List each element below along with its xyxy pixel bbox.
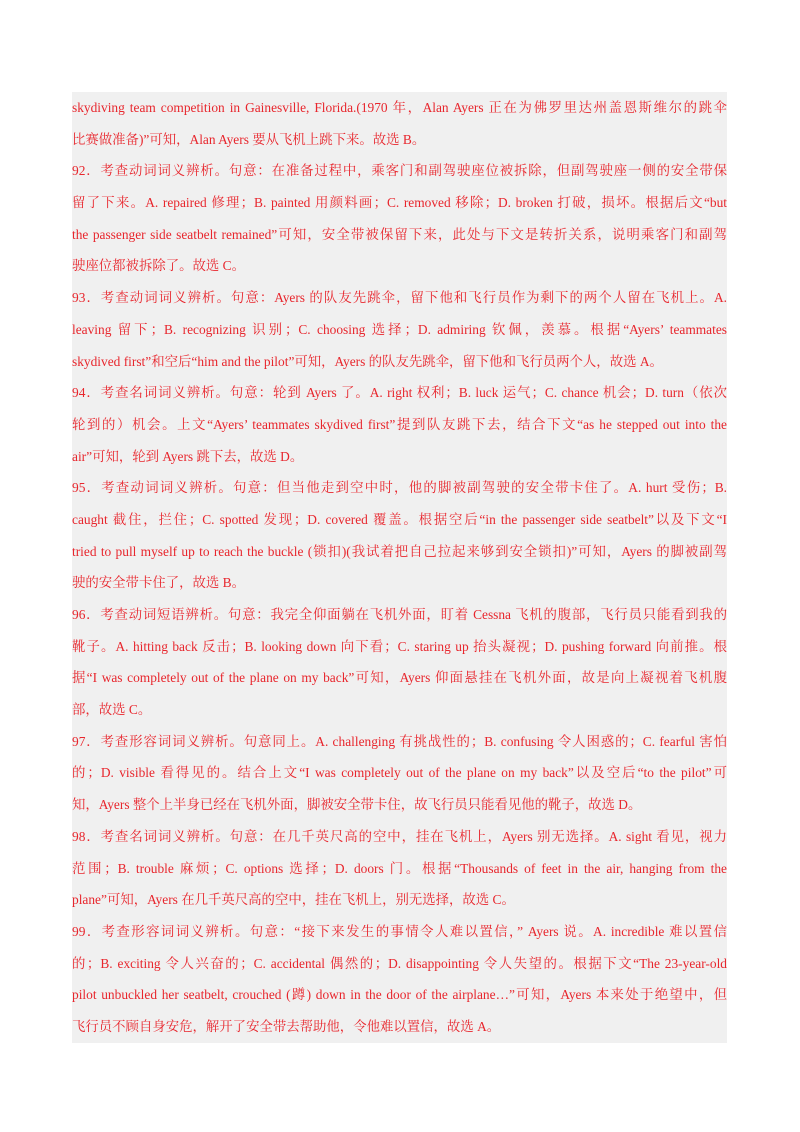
text-line: tried to pull myself up to reach the buckle (锁扣)(我试着把自己拉起来够到安全锁扣)”可知，Ayers 的脚被副驾: [72, 543, 727, 559]
text-line: pilot unbuckled her seatbelt, crouched (蹲) down in the door of the airplane…”可知，Ayers 本来处于绝望中，但: [72, 987, 727, 1003]
text-line: 98．考查名词词义辨析。句意：在几千英尺高的空中，挂在飞机上，Ayers 别无选择。A. sight 看见，视力: [72, 828, 727, 844]
text-line: 范围；B. trouble 麻烦；C. options 选择；D. doors 门。根据“Thousands of feet in the air, hanging from the: [72, 860, 727, 876]
explanation-item-92: [72, 155, 727, 282]
explanation-continuation: [72, 92, 727, 155]
text-line: 靴子。A. hitting back 反击；B. looking down 向下看；C. staring up 抬头凝视；D. pushing forward 向前推。根: [72, 638, 727, 654]
text-line: 96．考查动词短语辨析。句意：我完全仰面躺在飞机外面，盯着 Cessna 飞机的腹部，飞行员只能看到我的: [72, 607, 727, 622]
text-line: skydiving team competition in Gainesville, Florida.(1970 年，Alan Ayers 正在为佛罗里达州盖恩斯维尔的跳伞: [72, 100, 727, 115]
text-line: the passenger side seatbelt remained”可知，安全带被保留下来，此处与下文是转折关系，说明乘客门和副驾: [72, 226, 727, 242]
explanation-item-99: [72, 916, 727, 1043]
text-line: 据“I was completely out of the plane on my back”可知，Ayers 仰面悬挂在飞机外面，故是向上凝视着飞机腹: [72, 670, 727, 686]
text-line: 留了下来。A. repaired 修理；B. painted 用颜料画；C. removed 移除；D. broken 打破，损坏。根据后文“but: [72, 195, 727, 211]
explanation-item-94: [72, 377, 727, 472]
answer-explanations: [72, 92, 727, 1043]
text-line: skydived first”和空后“him and the pilot”可知，Ayers 的队友先跳伞，留下他和飞行员两个人，故选 A。: [72, 353, 663, 369]
explanation-item-97: [72, 726, 727, 821]
text-line: 飞行员不顾自身安危，解开了安全带去帮助他，令他难以置信，故选 A。: [72, 1018, 501, 1034]
text-line: 轮到的）机会。上文“Ayers’ teammates skydived first”提到队友跳下去，结合下文“as he stepped out into the: [72, 416, 727, 432]
text-line: 部，故选 C。: [72, 702, 152, 718]
text-line: 的；B. exciting 令人兴奋的；C. accidental 偶然的；D. disappointing 令人失望的。根据下文“The 23-year-old: [72, 955, 727, 971]
text-line: plane”可知，Ayers 在几千英尺高的空中，挂在飞机上，别无选择，故选 C。: [72, 892, 515, 908]
text-line: 92．考查动词词义辨析。句意：在准备过程中，乘客门和副驾驶座位被拆除，但副驾驶座一侧的安全带保: [72, 163, 727, 179]
text-line: 知，Ayers 整个上半身已经在飞机外面，脚被安全带卡住，故飞行员只能看见他的靴子，故选 D。: [72, 797, 642, 813]
text-line: 比赛做准备)”可知，Alan Ayers 要从飞机上跳下来。故选 B。: [72, 131, 426, 147]
text-line: caught 截住，拦住；C. spotted 发现；D. covered 覆盖。根据空后“in the passenger side seatbelt”以及下文“I: [72, 511, 727, 527]
text-line: air”可知，轮到 Ayers 跳下去，故选 D。: [72, 448, 304, 464]
text-line: 99．考查形容词词义辨析。句意：“接下来发生的事情令人难以置信，” Ayers 说。A. incredible 难以置信: [72, 923, 727, 939]
text-line: 97．考查形容词词义辨析。句意同上。A. challenging 有挑战性的；B. confusing 令人困惑的；C. fearful 害怕: [72, 733, 727, 749]
text-line: 驶座位都被拆除了。故选 C。: [72, 258, 245, 274]
text-line: 93．考查动词词义辨析。句意：Ayers 的队友先跳伞，留下他和飞行员作为剩下的两个人留在飞机上。A.: [72, 290, 727, 306]
text-line: leaving 留下；B. recognizing 识别；C. choosing 选择；D. admiring 钦佩，羡慕。根据“Ayers’ teammates: [72, 321, 727, 337]
text-line: 驶的安全带卡住了，故选 B。: [72, 575, 245, 591]
text-line: 95．考查动词词义辨析。句意：但当他走到空中时，他的脚被副驾驶的安全带卡住了。A. hurt 受伤；B.: [72, 480, 727, 496]
explanation-item-98: [72, 821, 727, 916]
text-line: 的；D. visible 看得见的。结合上文“I was completely out of the plane on my back”以及空后“to the pilot”可: [72, 765, 727, 781]
explanation-item-93: [72, 282, 727, 377]
text-line: 94．考查名词词义辨析。句意：轮到 Ayers 了。A. right 权利；B. luck 运气；C. chance 机会；D. turn（依次: [72, 385, 727, 401]
explanation-item-95: [72, 472, 727, 599]
explanation-item-96: [72, 599, 727, 726]
